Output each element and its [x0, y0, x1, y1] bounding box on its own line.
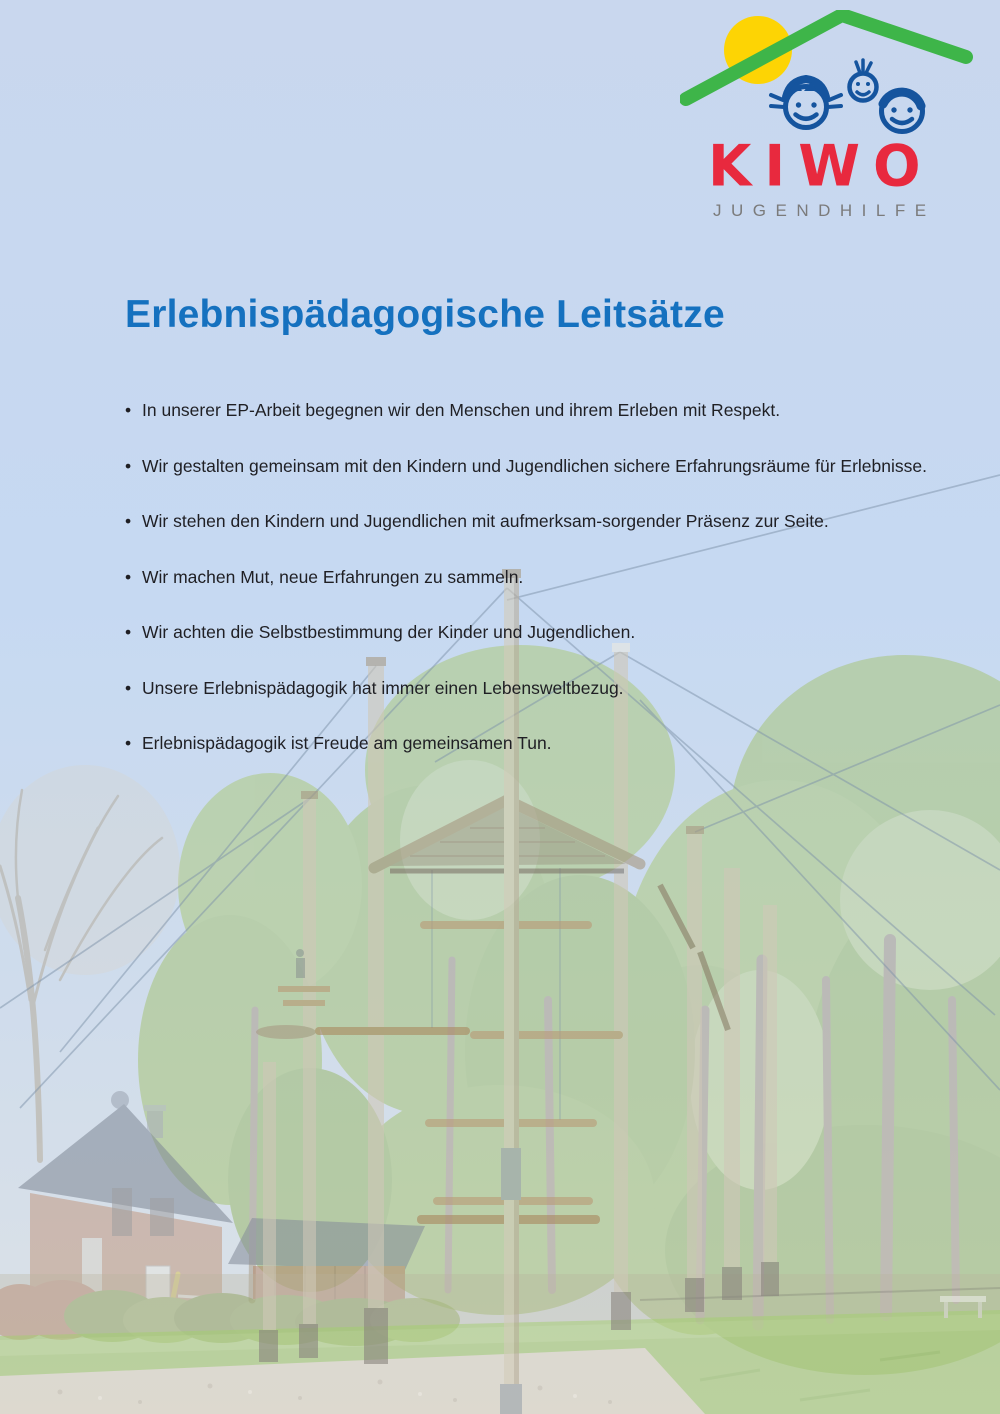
kiwo-subtitle: JUGENDHILFE	[713, 201, 936, 220]
leitsatz-item-7: • Erlebnispädagogik ist Freude am gemeinsamen Tun.	[125, 732, 985, 755]
kiwo-logo	[680, 10, 980, 225]
leitsatz-item-5: • Wir achten die Selbstbestimmung der Kinder und Jugendlichen.	[125, 621, 985, 644]
kiwo-wordmark: KIWO	[708, 133, 934, 200]
kiwo-logo-graphic	[680, 10, 980, 140]
leitsaetze-list	[125, 399, 985, 788]
leitsatz-item-6: • Unsere Erlebnispädagogik hat immer einen Lebensweltbezug.	[125, 677, 985, 700]
leitsatz-item-3: • Wir stehen den Kindern und Jugendlichen mit aufmerksam-sorgender Präsenz zur Seite.	[125, 510, 985, 533]
children-faces-icon	[771, 60, 923, 132]
leitsatz-item-2: • Wir gestalten gemeinsam mit den Kindern und Jugendlichen sichere Erfahrungsräume für Erlebnisse.	[125, 455, 985, 478]
leitsatz-item-1: • In unserer EP-Arbeit begegnen wir den Menschen und ihrem Erleben mit Respekt.	[125, 399, 985, 422]
leitsatz-item-4: • Wir machen Mut, neue Erfahrungen zu sammeln.	[125, 566, 985, 589]
page-title: Erlebnispädagogische Leitsätze	[125, 293, 725, 336]
